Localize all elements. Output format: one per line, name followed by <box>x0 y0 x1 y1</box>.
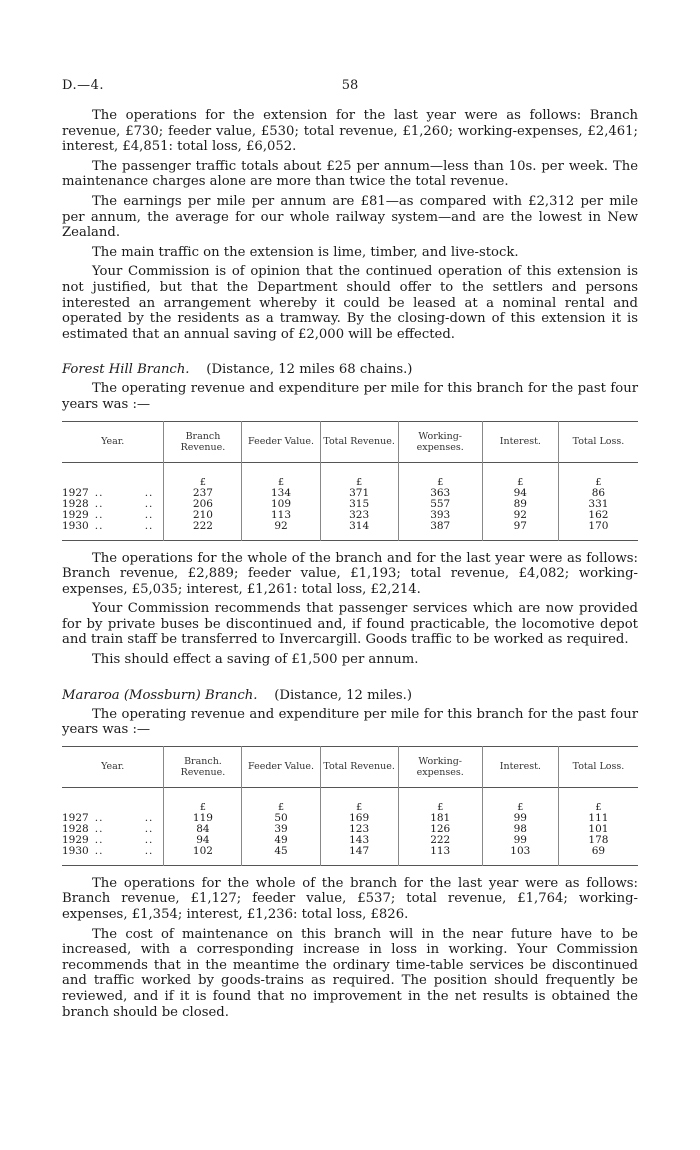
column-header: Year. <box>101 761 125 773</box>
unit-cell: £ <box>558 462 638 488</box>
year-cell: 1928 .. .. <box>62 822 154 835</box>
column-header: Working-expenses. <box>398 746 482 787</box>
unit-cell: £ <box>164 787 242 813</box>
table-cell: 206 <box>164 499 242 510</box>
table-cell: 169 <box>320 813 398 824</box>
mararoa-section <box>62 688 638 1021</box>
section-distance: (Distance, 12 miles 68 chains.) <box>206 362 413 378</box>
table-cell: 393 <box>398 510 482 521</box>
table-cell: 178 <box>558 835 638 846</box>
table-cell: 45 <box>242 846 320 866</box>
column-header: Year. <box>101 436 125 447</box>
table-cell: 101 <box>558 824 638 835</box>
paragraph: The main traffic on the extension is lime, timber, and live-stock. <box>92 244 519 260</box>
column-header: Working-expenses. <box>398 421 482 462</box>
table-cell <box>62 787 164 813</box>
table-cell: 315 <box>320 499 398 510</box>
column-header: Interest. <box>482 421 558 462</box>
unit-cell: £ <box>558 787 638 813</box>
paragraph: The operations for the whole of the branch for the last year were as follows: Branch revenue, £1,127; feeder value, £537; total revenue, £1,764; working-expenses, £1,354; interest, £1,236: total loss, £826. <box>62 875 638 923</box>
table-row <box>62 488 638 499</box>
table-header-row <box>62 746 638 787</box>
table-cell: 92 <box>242 521 320 541</box>
forest-hill-table <box>62 421 638 541</box>
table-cell: 557 <box>398 499 482 510</box>
table-cell: 126 <box>398 824 482 835</box>
column-header: Total Loss. <box>558 746 638 787</box>
table-cell: 113 <box>242 510 320 521</box>
unit-cell: £ <box>482 462 558 488</box>
table-cell: 237 <box>164 488 242 499</box>
table-header-row <box>62 421 638 462</box>
column-header: Branch. Revenue. <box>164 746 242 787</box>
column-header: Total Loss. <box>558 421 638 462</box>
page-content <box>62 108 638 1024</box>
year-cell: 1930 .. .. <box>62 844 154 857</box>
column-header: Total Revenue. <box>320 421 398 462</box>
table-cell: 134 <box>242 488 320 499</box>
table-row <box>62 846 638 866</box>
unit-row <box>62 787 638 813</box>
table-row <box>62 510 638 521</box>
year-cell: 1930 .. .. <box>62 519 154 532</box>
year-cell: 1927 .. .. <box>62 811 154 824</box>
table-intro: The operating revenue and expenditure per mile for this branch for the past four years was :— <box>62 381 638 412</box>
unit-cell: £ <box>398 787 482 813</box>
table-cell: 39 <box>242 824 320 835</box>
table-cell: 210 <box>164 510 242 521</box>
table-cell: 99 <box>482 813 558 824</box>
mararoa-table <box>62 746 638 866</box>
unit-cell: £ <box>242 787 320 813</box>
unit-cell: £ <box>482 787 558 813</box>
table-cell: 371 <box>320 488 398 499</box>
paragraph: The operations for the whole of the branch and for the last year were as follows: Branch revenue, £2,889; feeder value, £1,193; total revenue, £4,082; working-expenses, £5,035; interest, £1,261: total loss, £2,214. <box>62 550 638 597</box>
table-cell: 323 <box>320 510 398 521</box>
table-row <box>62 521 638 541</box>
table-cell: 98 <box>482 824 558 835</box>
table-row <box>62 499 638 510</box>
table-cell: 50 <box>242 813 320 824</box>
table-intro: The operating revenue and expenditure per mile for this branch for the past four years was :— <box>62 706 638 738</box>
table-cell: 103 <box>482 846 558 866</box>
section-title: Forest Hill Branch. <box>62 362 190 378</box>
paragraph: The passenger traffic totals about £25 per annum—less than 10s. per week. The maintenance charges alone are more than twice the total revenue. <box>62 158 638 190</box>
table-cell: 123 <box>320 824 398 835</box>
section-heading <box>62 362 638 378</box>
table-cell: 89 <box>482 499 558 510</box>
column-header: Total Revenue. <box>320 746 398 787</box>
table-cell: 92 <box>482 510 558 521</box>
table-cell <box>62 462 164 488</box>
unit-cell: £ <box>320 462 398 488</box>
table-cell: 99 <box>482 835 558 846</box>
table-cell: 162 <box>558 510 638 521</box>
document-reference: D.—4. <box>62 78 104 93</box>
page-number: 58 <box>341 78 359 93</box>
table-cell: 147 <box>320 846 398 866</box>
paragraph: This should effect a saving of £1,500 per annum. <box>92 652 419 668</box>
forest-hill-section <box>62 362 638 667</box>
year-cell: 1928 .. .. <box>62 497 154 510</box>
table-cell: 143 <box>320 835 398 846</box>
paragraph: The cost of maintenance on this branch will in the near future have to be increased, with a corresponding increase in loss in working. Your Commission recommends that in the meantime the ordinary time-table services be discontinued and traffic worked by goods-trains as required. The position should frequently be reviewed, and if it is found that no improvement in the net results is obtained the branch should be closed. <box>62 926 638 1020</box>
paragraph: Your Commission recommends that passenger services which are now provided for by private buses be discontinued and, if found practicable, the locomotive depot and train staff be transferred to Invercargill. Goods traffic to be worked as required. <box>62 601 638 648</box>
section-distance: (Distance, 12 miles.) <box>274 687 412 703</box>
table-cell: 69 <box>558 846 638 866</box>
table-cell: 84 <box>164 824 242 835</box>
paragraph: Your Commission is of opinion that the continued operation of this extension is not justified, but that the Department should offer to the settlers and persons interested an arrangement whereby it could be leased at a nominal rental and operated by the residents as a tramway. By the closing-down of this extension it is estimated that an annual saving of £2,000 will be effected. <box>62 264 638 342</box>
table-cell: 109 <box>242 499 320 510</box>
table-cell: 119 <box>164 813 242 824</box>
year-cell: 1929 .. .. <box>62 833 154 846</box>
table-cell: 222 <box>398 835 482 846</box>
table-cell: 94 <box>482 488 558 499</box>
column-header: Feeder Value. <box>242 746 320 787</box>
unit-cell: £ <box>164 462 242 488</box>
table-cell: 97 <box>482 521 558 541</box>
table-cell: 314 <box>320 521 398 541</box>
table-cell: 387 <box>398 521 482 541</box>
unit-cell: £ <box>320 787 398 813</box>
table-cell: 86 <box>558 488 638 499</box>
table-cell: 222 <box>164 521 242 541</box>
table-cell: 102 <box>164 846 242 866</box>
table-cell: 363 <box>398 488 482 499</box>
unit-cell: £ <box>242 462 320 488</box>
column-header: Feeder Value. <box>242 421 320 462</box>
column-header: Branch Revenue. <box>164 421 242 462</box>
paragraph: The operations for the extension for the last year were as follows: Branch revenue, £730; feeder value, £530; total revenue, £1,260; working-expenses, £2,461; interest, £4,851: total loss, £6,052. <box>62 108 638 155</box>
table-cell: 170 <box>558 521 638 541</box>
table-cell: 94 <box>164 835 242 846</box>
year-cell: 1927 .. .. <box>62 486 154 499</box>
unit-cell: £ <box>398 462 482 488</box>
table-cell: 49 <box>242 835 320 846</box>
table-cell: 331 <box>558 499 638 510</box>
table-cell: 181 <box>398 813 482 824</box>
paragraph: The earnings per mile per annum are £81—as compared with £2,312 per mile per annum, the average for our whole railway system—and are the lowest in New Zealand. <box>62 193 638 241</box>
unit-row <box>62 462 638 488</box>
intro-section <box>62 108 638 342</box>
column-header: Interest. <box>482 746 558 787</box>
section-heading <box>62 688 638 704</box>
section-title: Mararoa (Mossburn) Branch. <box>62 687 258 703</box>
table-cell: 111 <box>558 813 638 824</box>
table-cell: 113 <box>398 846 482 866</box>
year-cell: 1929 .. .. <box>62 508 154 521</box>
page-header <box>62 78 638 94</box>
